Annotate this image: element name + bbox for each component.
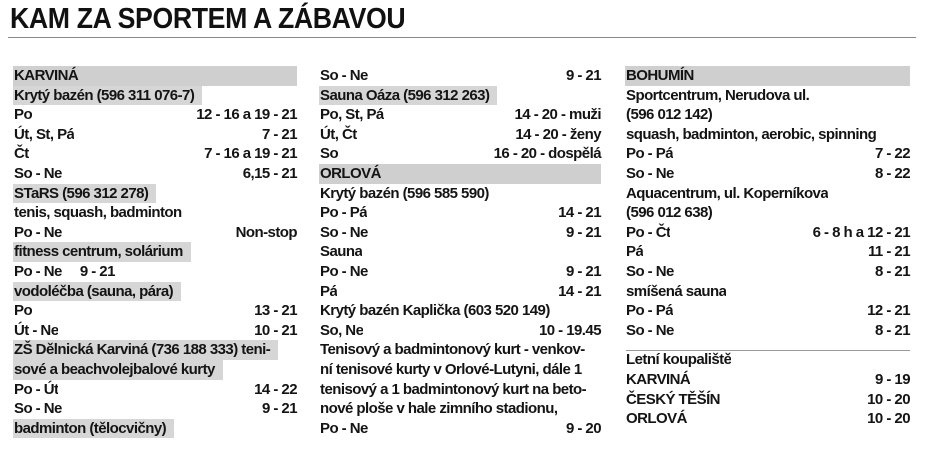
- row-label: So - Ne: [14, 400, 62, 418]
- schedule-row: [320, 66, 601, 86]
- row-label: (596 012 638): [626, 204, 713, 222]
- schedule-row: [14, 164, 297, 184]
- row-label: Po - Pá: [320, 204, 367, 222]
- schedule-row: [14, 380, 297, 400]
- row-label: Po - Ne: [14, 262, 62, 280]
- row-label: Pá: [626, 243, 644, 261]
- venue-line: [320, 242, 601, 262]
- column-bohumin: [626, 66, 910, 429]
- row-label: smíšená sauna: [626, 282, 727, 300]
- schedule-row: [320, 321, 601, 341]
- row-label: Po - Út: [14, 380, 59, 398]
- row-label: So: [320, 145, 339, 163]
- row-hours: 9 - 21: [261, 400, 297, 418]
- venue-line: [626, 86, 910, 106]
- row-label: ZŠ Dělnická Karviná (736 188 333) teni-: [13, 340, 278, 360]
- row-hours: 6 - 8 h a 12 - 21: [812, 223, 910, 241]
- row-label: ČESKÝ TĚŠÍN: [626, 390, 720, 408]
- row-hours: 10 - 21: [254, 321, 297, 339]
- row-label: KARVINÁ: [626, 370, 691, 388]
- row-label: So - Ne: [626, 262, 674, 280]
- row-label: KARVINÁ: [13, 66, 297, 86]
- row-label: So - Ne: [626, 321, 674, 339]
- row-label: Krytý bazén (596 311 076-7): [13, 86, 202, 106]
- row-hours: 10 - 20: [867, 390, 910, 408]
- row-label: Po - Pá: [626, 145, 673, 163]
- venue-line: [626, 203, 910, 223]
- row-hours: 14 - 21: [558, 282, 601, 300]
- row-label: STaRS (596 312 278): [13, 184, 156, 204]
- row-label: (596 012 142): [626, 106, 713, 124]
- venue-line: [320, 399, 601, 419]
- row-hours: 7 - 16 a 19 - 21: [204, 145, 297, 163]
- row-label: So - Ne: [320, 223, 368, 241]
- venue-line: [320, 184, 601, 204]
- schedule-row: [626, 370, 910, 390]
- venue-line: [320, 380, 601, 400]
- venue-line: [626, 125, 910, 145]
- row-label: badminton (tělocvičny): [13, 419, 174, 439]
- row-hours: 8 - 21: [874, 262, 910, 280]
- row-hours: 14 - 20 - ženy: [515, 125, 601, 143]
- row-label: Út, Čt: [320, 125, 357, 143]
- row-hours: 6,15 - 21: [242, 164, 297, 182]
- venue-line: [14, 203, 297, 223]
- row-label: Po - Ne: [14, 223, 62, 241]
- venue-line: [320, 340, 601, 360]
- row-label: Krytý bazén Kaplička (603 520 149): [320, 302, 550, 320]
- schedule-row: [14, 301, 297, 321]
- schedule-row: [320, 144, 601, 164]
- row-label: So - Ne: [14, 164, 62, 182]
- row-label: Sauna: [320, 243, 363, 261]
- row-label: sové a beachvolejbalové kurty: [13, 360, 223, 380]
- row-label: Pá: [320, 282, 338, 300]
- spacer: [626, 340, 910, 350]
- row-label: Krytý bazén (596 585 590): [320, 184, 489, 202]
- row-hours: 11 - 21: [867, 243, 910, 261]
- schedule-row: [14, 399, 297, 419]
- row-hours: 14 - 22: [254, 380, 297, 398]
- row-hours: 16 - 20 - dospělá: [493, 145, 601, 163]
- section-heading: [626, 66, 910, 86]
- venue-heading: [14, 184, 297, 204]
- schedule-row: [320, 262, 601, 282]
- venue-heading: [14, 242, 297, 262]
- schedule-row: [14, 321, 297, 341]
- row-label: ORLOVÁ: [319, 164, 601, 184]
- venue-line: [626, 282, 910, 302]
- row-hours: 9 - 19: [874, 370, 910, 388]
- venue-line: [320, 301, 601, 321]
- row-label: Letní koupaliště: [626, 351, 732, 369]
- row-label: ní tenisové kurty v Orlové-Lutyni, dále 1: [320, 360, 582, 378]
- schedule-row: [320, 105, 601, 125]
- row-hours: 8 - 22: [874, 164, 910, 182]
- row-hours: 9 - 21: [565, 67, 601, 84]
- venue-heading: [14, 340, 297, 360]
- row-label: So, Ne: [320, 321, 364, 339]
- venue-heading: [14, 360, 297, 380]
- schedule-row: [626, 409, 910, 429]
- row-hours: Non-stop: [235, 223, 297, 241]
- row-hours: 14 - 21: [558, 204, 601, 222]
- row-label: tenisový a 1 badmintonový kurt na beto-: [320, 380, 587, 398]
- row-hours: 7 - 22: [874, 145, 910, 163]
- row-label: Po, St, Pá: [320, 106, 384, 124]
- row-label: BOHUMÍN: [625, 66, 910, 86]
- row-hours: 9 - 21: [79, 262, 115, 280]
- schedule-row: [626, 242, 910, 262]
- row-label: Aquacentrum, ul. Koperníkova: [626, 184, 829, 202]
- column-orlova: [320, 66, 601, 438]
- row-hours: 9 - 21: [565, 262, 601, 280]
- row-label: Tenisový a badmintonový kurt - venkov-: [320, 341, 585, 359]
- row-label: fitness centrum, solárium: [13, 242, 191, 262]
- row-label: Út, St, Pá: [14, 125, 75, 143]
- venue-line: [320, 360, 601, 380]
- row-label: squash, badminton, aerobic, spinning: [626, 125, 877, 143]
- row-label: Po: [14, 302, 33, 320]
- row-label: Po: [14, 106, 33, 124]
- schedule-row: [14, 262, 297, 282]
- section-heading: [320, 164, 601, 184]
- column-karvina: [14, 66, 297, 438]
- schedule-row: [626, 223, 910, 243]
- schedule-row: [626, 301, 910, 321]
- row-label: vodoléčba (sauna, pára): [13, 282, 181, 302]
- row-label: nové ploše v hale zimního stadionu,: [320, 400, 558, 418]
- schedule-row: [14, 223, 297, 243]
- schedule-row: [626, 262, 910, 282]
- row-hours: 12 - 16 a 19 - 21: [196, 106, 297, 124]
- venue-heading: [320, 86, 601, 106]
- row-label: So - Ne: [626, 164, 674, 182]
- schedule-row: [626, 144, 910, 164]
- title-rule: [8, 37, 916, 38]
- row-hours: 12 - 21: [867, 302, 910, 320]
- schedule-row: [320, 223, 601, 243]
- row-hours: 10 - 19.45: [538, 321, 601, 339]
- row-label: Čt: [14, 145, 29, 163]
- schedule-row: [320, 203, 601, 223]
- schedule-row: [626, 164, 910, 184]
- row-label: Po - Ne: [320, 262, 368, 280]
- venue-heading: [14, 419, 297, 439]
- schedule-row: [14, 144, 297, 164]
- schedule-row: [320, 419, 601, 439]
- venue-line: [626, 184, 910, 204]
- row-hours: 9 - 20: [565, 419, 601, 437]
- row-hours: 9 - 21: [565, 223, 601, 241]
- row-hours: 8 - 21: [874, 321, 910, 339]
- row-label: Po - Čt: [626, 223, 671, 241]
- row-label: tenis, squash, badminton: [14, 204, 182, 222]
- row-hours: 13 - 21: [254, 302, 297, 320]
- schedule-row: [14, 125, 297, 145]
- page-title: KAM ZA SPORTEM A ZÁBAVOU: [10, 3, 406, 35]
- section-heading: [14, 66, 297, 86]
- schedule-row: [320, 125, 601, 145]
- venue-heading: [14, 86, 297, 106]
- schedule-row: [626, 321, 910, 341]
- section-rule: [626, 350, 910, 351]
- venue-heading: [14, 282, 297, 302]
- row-label: Út - Ne: [14, 321, 59, 339]
- row-label: Po - Pá: [626, 302, 673, 320]
- row-label: Po - Ne: [320, 419, 368, 437]
- row-label: ORLOVÁ: [626, 410, 687, 428]
- row-hours: 7 - 21: [261, 125, 297, 143]
- venue-line: [626, 350, 910, 370]
- row-label: So - Ne: [320, 67, 368, 84]
- venue-line: [626, 105, 910, 125]
- schedule-row: [320, 282, 601, 302]
- row-label: Sportcentrum, Nerudova ul.: [626, 86, 810, 104]
- row-label: Sauna Oáza (596 312 263): [319, 86, 497, 106]
- row-hours: 10 - 20: [867, 410, 910, 428]
- row-hours: 14 - 20 - muži: [514, 106, 601, 124]
- schedule-row: [14, 105, 297, 125]
- schedule-row: [626, 390, 910, 410]
